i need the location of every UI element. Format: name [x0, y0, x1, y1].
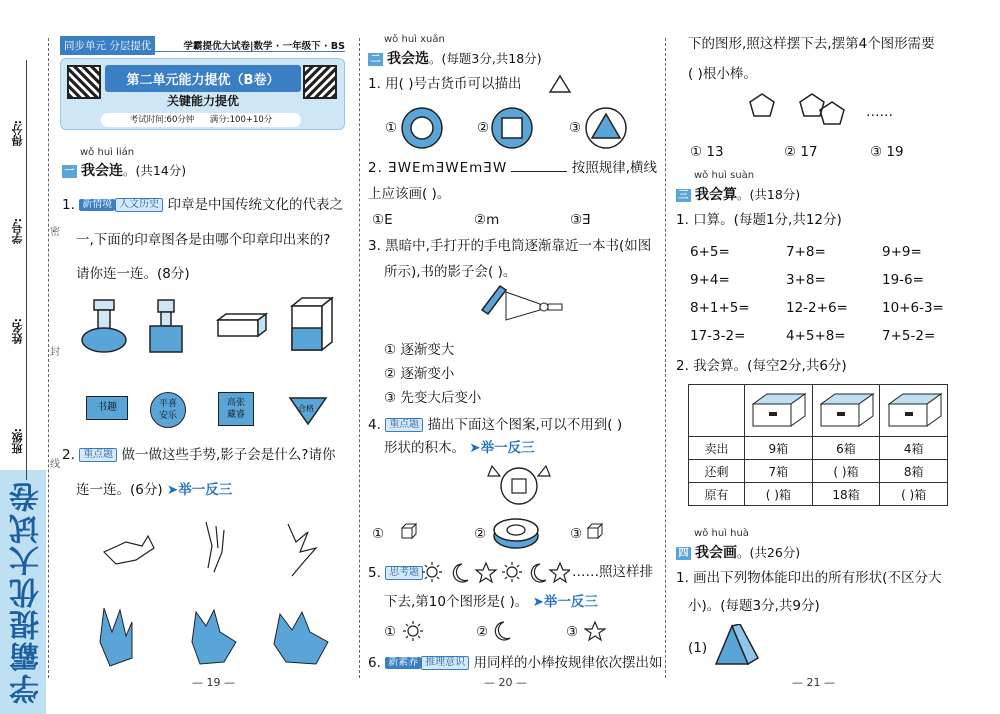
row-label: 卖出 — [689, 437, 745, 460]
box-icon — [747, 390, 809, 428]
option-label: ① — [385, 120, 398, 136]
calc-item: 12-2+6= — [786, 300, 848, 316]
calc-item: 17-3-2= — [690, 328, 746, 344]
stock-table — [688, 384, 948, 506]
student-id-label: 学号: — [11, 218, 24, 245]
question-6 — [368, 656, 662, 671]
exam-info-bar — [101, 113, 301, 127]
question-text: 小)。(每题3分,共9分) — [688, 598, 820, 614]
table-row — [689, 483, 948, 506]
left-margin — [0, 0, 60, 714]
tag-thinking: 思考题 — [385, 566, 423, 580]
coin-round-hole-icon — [400, 106, 444, 150]
cube-block-icon — [400, 522, 418, 540]
unit-subtitle: 关键能力提优 — [166, 94, 239, 108]
question-text: ……照这样排 — [572, 564, 653, 580]
question-number: 2. — [62, 447, 75, 463]
question-2 — [62, 448, 335, 463]
box-image-cell — [745, 385, 813, 437]
section-number: 三 — [676, 189, 691, 202]
table-cell: 4箱 — [880, 437, 948, 460]
related-practice-link[interactable]: ➤举一反三 — [469, 440, 535, 456]
header-banner — [60, 36, 345, 52]
option-label: ③Ǝ — [570, 212, 591, 228]
page-divider — [665, 38, 666, 678]
question-text: 请你连一连。(8分) — [76, 266, 190, 282]
qr-code-icon — [67, 65, 101, 99]
seal-char: 封 — [50, 347, 60, 358]
question-5 — [368, 566, 423, 581]
question-5-line-2 — [384, 596, 598, 610]
full-score: 满分:100+10分 — [209, 115, 273, 125]
question-text: 做一做这些手势,影子会是什么?请你 — [121, 447, 336, 463]
answer-cell[interactable]: ( )箱 — [880, 483, 948, 506]
question-text: 连一连。(6分) — [76, 482, 163, 498]
option-label: ② — [474, 526, 487, 542]
calc-item: 19-6= — [882, 272, 924, 288]
section-number: 四 — [676, 547, 691, 560]
question-number: 6. — [368, 655, 381, 671]
option-label: ① 逐渐变大 — [384, 342, 455, 358]
section-3-heading — [676, 184, 800, 204]
sun-icon — [422, 562, 442, 582]
answer-blank[interactable] — [511, 171, 567, 172]
question-text: 印章是中国传统文化的代表之 — [167, 197, 343, 213]
section-pinyin: wǒ huì huà — [694, 528, 749, 539]
question-text: ( )根小棒。 — [688, 66, 757, 82]
table-row — [689, 385, 948, 437]
book-title-vertical: 学霸提优大试卷 — [10, 480, 45, 704]
question-text: 按照规律,横线 — [571, 160, 658, 176]
pattern-sequence: 2. ƎWEmƎWEmƎW — [368, 160, 508, 176]
seal-label-1 — [86, 396, 128, 420]
ring-block-icon — [492, 516, 540, 550]
seal-label-3 — [218, 392, 254, 426]
row-label: 还剩 — [689, 460, 745, 483]
option-label: ② 17 — [784, 144, 818, 160]
moon-icon — [531, 564, 546, 582]
title-card — [60, 58, 345, 130]
seal-text: 书趣 — [97, 402, 117, 413]
star-icon — [584, 620, 606, 642]
table-row — [689, 437, 948, 460]
coin-square-hole-icon — [490, 106, 534, 150]
sub-question-label: (1) — [688, 640, 708, 656]
table-row — [689, 460, 948, 483]
section-pinyin: wǒ huì lián — [80, 147, 135, 158]
question-text: 下去,第10个图形是( )。 — [384, 594, 529, 610]
calc-item: 3+8= — [786, 272, 826, 288]
tag-key-question: 重点题 — [79, 448, 117, 462]
stamp-4-icon — [292, 298, 332, 350]
row-label: 原有 — [689, 483, 745, 506]
page-number: — 21 — — [792, 676, 835, 689]
hand-gesture-icon — [104, 522, 316, 576]
option-label: ②m — [474, 212, 500, 228]
table-cell: 18箱 — [812, 483, 880, 506]
calc-item: 7+8= — [786, 244, 826, 260]
question-number: 5. — [368, 565, 381, 581]
star-icon — [550, 563, 570, 582]
seal-char: 线 — [50, 459, 60, 470]
section-points: 。(共26分) — [737, 545, 801, 560]
hand-shadows — [96, 602, 336, 674]
block-pattern-icon — [484, 458, 554, 508]
table-cell: 6箱 — [812, 437, 880, 460]
pentagon-icon — [750, 94, 774, 116]
seal-char: 密 — [50, 227, 60, 238]
calc-item: 6+5= — [690, 244, 730, 260]
fill-line — [26, 60, 27, 480]
stick-pentagons — [746, 90, 856, 130]
question-1 — [62, 198, 343, 213]
section-number: 一 — [62, 165, 77, 178]
question-text: 形状的积木。 — [384, 440, 465, 456]
qr-code-icon — [303, 65, 337, 99]
triangular-prism-icon — [712, 624, 762, 670]
tag-new-literacy: 新素养 — [385, 657, 421, 669]
hand-gestures — [96, 512, 336, 584]
table-cell: 8箱 — [880, 460, 948, 483]
question-3: 3. 黑暗中,手打开的手电筒逐渐靠近一本书(如图 — [368, 238, 652, 254]
stamp-3-icon — [218, 314, 266, 336]
section-title: 我会选 — [387, 51, 429, 67]
question-2 — [368, 162, 657, 176]
related-practice-link[interactable]: ➤举一反三 — [166, 482, 233, 498]
coin-triangle-hole-icon — [584, 106, 628, 150]
question-text: 一,下面的印章图各是由哪个印章印出来的? — [76, 232, 331, 248]
calc-item: 7+5-2= — [882, 328, 936, 344]
section-points: 。(每题3分,共18分) — [429, 51, 542, 66]
question-1: 1. 画出下列物体能印出的所有形状(不区分大 — [676, 570, 942, 586]
question-text: 上应该画( )。 — [368, 186, 451, 202]
page-number: — 19 — — [192, 676, 235, 689]
question-4 — [368, 418, 622, 433]
box-image-cell — [880, 385, 948, 437]
calc-item: 10+6-3= — [882, 300, 944, 316]
seal-text: 高张藏睿 — [226, 398, 245, 420]
answer-cell[interactable]: ( )箱 — [812, 460, 880, 483]
related-practice-link[interactable]: ➤举一反三 — [532, 594, 598, 610]
section-title: 我会算 — [695, 187, 737, 203]
fold-line — [48, 38, 49, 678]
section-2-heading — [368, 48, 542, 68]
tag-key-question: 重点题 — [385, 418, 423, 432]
section-number: 二 — [368, 53, 383, 66]
question-text: 所示),书的影子会( )。 — [384, 264, 517, 280]
class-label: 班级: — [11, 428, 24, 455]
seal-text: 合格 — [298, 404, 314, 413]
option-label: ② 逐渐变小 — [384, 366, 455, 382]
option-label: ② — [476, 624, 489, 640]
tag-new-context: 新情境 — [79, 199, 115, 211]
moon-icon — [453, 564, 468, 582]
section-points: 。(共18分) — [737, 187, 801, 202]
question-2: 2. 我会算。(每空2分,共6分) — [676, 358, 847, 374]
continuation-dots: …… — [866, 104, 893, 120]
question-text: 用同样的小棒按规律依次摆出如 — [473, 655, 663, 671]
box-icon — [883, 390, 945, 428]
seal-text: 平喜安乐 — [158, 399, 177, 421]
table-cell: 9箱 — [745, 437, 813, 460]
triangle-icon — [548, 74, 572, 94]
section-title: 我会画 — [695, 545, 737, 561]
option-label: ③ — [570, 526, 583, 542]
answer-cell[interactable]: ( )箱 — [745, 483, 813, 506]
name-label: 姓名: — [11, 318, 24, 345]
table-corner — [689, 385, 745, 437]
option-label: ①E — [372, 212, 393, 228]
box-icon — [815, 390, 877, 428]
option-label: ① — [372, 526, 385, 542]
exam-time: 考试时间:60分钟 — [129, 115, 195, 125]
section-4-heading — [676, 542, 800, 562]
calc-item: 8+1+5= — [690, 300, 750, 316]
question-1: 1. 用( )号古货币可以描出 — [368, 76, 522, 92]
sun-moon-star-pattern — [420, 560, 570, 584]
unit-title: 第二单元能力提优（B卷） — [105, 65, 301, 92]
seal-label-2 — [150, 392, 186, 428]
cuboid-block-icon — [586, 522, 604, 540]
option-label: ③ — [569, 120, 582, 136]
question-2-line-2 — [76, 484, 232, 498]
section-pinyin: wǒ huì suàn — [694, 170, 755, 181]
question-text: 下的图形,照这样摆下去,摆第4个图形需要 — [688, 36, 935, 52]
calc-item: 9+9= — [882, 244, 922, 260]
stamp-2-icon — [150, 300, 182, 352]
stamp-1-icon — [82, 300, 126, 352]
option-label: ③ — [566, 624, 579, 640]
flashlight-book-icon — [476, 280, 566, 334]
star-icon — [476, 563, 496, 582]
calc-item: 4+5+8= — [786, 328, 846, 344]
sun-icon — [502, 562, 522, 582]
section-points: 。(共14分) — [123, 163, 187, 178]
seal-stamps — [78, 296, 348, 358]
option-label: ③ 先变大后变小 — [384, 390, 482, 406]
shadow-icon — [100, 608, 328, 666]
moon-icon — [494, 620, 516, 642]
section-title: 我会连 — [81, 163, 123, 179]
question-text: 描出下面这个图案,可以不用到( ) — [427, 417, 623, 433]
calc-item: 9+4= — [690, 272, 730, 288]
score-label: 得分: — [11, 120, 24, 147]
question-number: 4. — [368, 417, 381, 433]
option-label: ① — [384, 624, 397, 640]
option-label: ② — [477, 120, 490, 136]
question-1: 1. 口算。(每题1分,共12分) — [676, 212, 842, 228]
page-divider — [359, 38, 360, 678]
section-1-heading — [62, 160, 186, 180]
question-4-line-2 — [384, 442, 535, 456]
page-number: — 20 — — [484, 676, 527, 689]
table-cell: 7箱 — [745, 460, 813, 483]
box-image-cell — [812, 385, 880, 437]
tag-humanities: 人文历史 — [115, 198, 163, 212]
section-pinyin: wǒ huì xuǎn — [384, 34, 445, 45]
unit-banner-label: 同步单元 分层提优 — [60, 36, 155, 55]
option-label: ① 13 — [690, 144, 724, 160]
option-label: ③ 19 — [870, 144, 904, 160]
question-number: 1. — [62, 197, 75, 213]
sun-icon — [402, 620, 424, 642]
series-label: 学霸提优大试卷|数学 · 一年级下 · BS — [183, 41, 345, 52]
tag-reasoning: 推理意识 — [421, 656, 469, 670]
